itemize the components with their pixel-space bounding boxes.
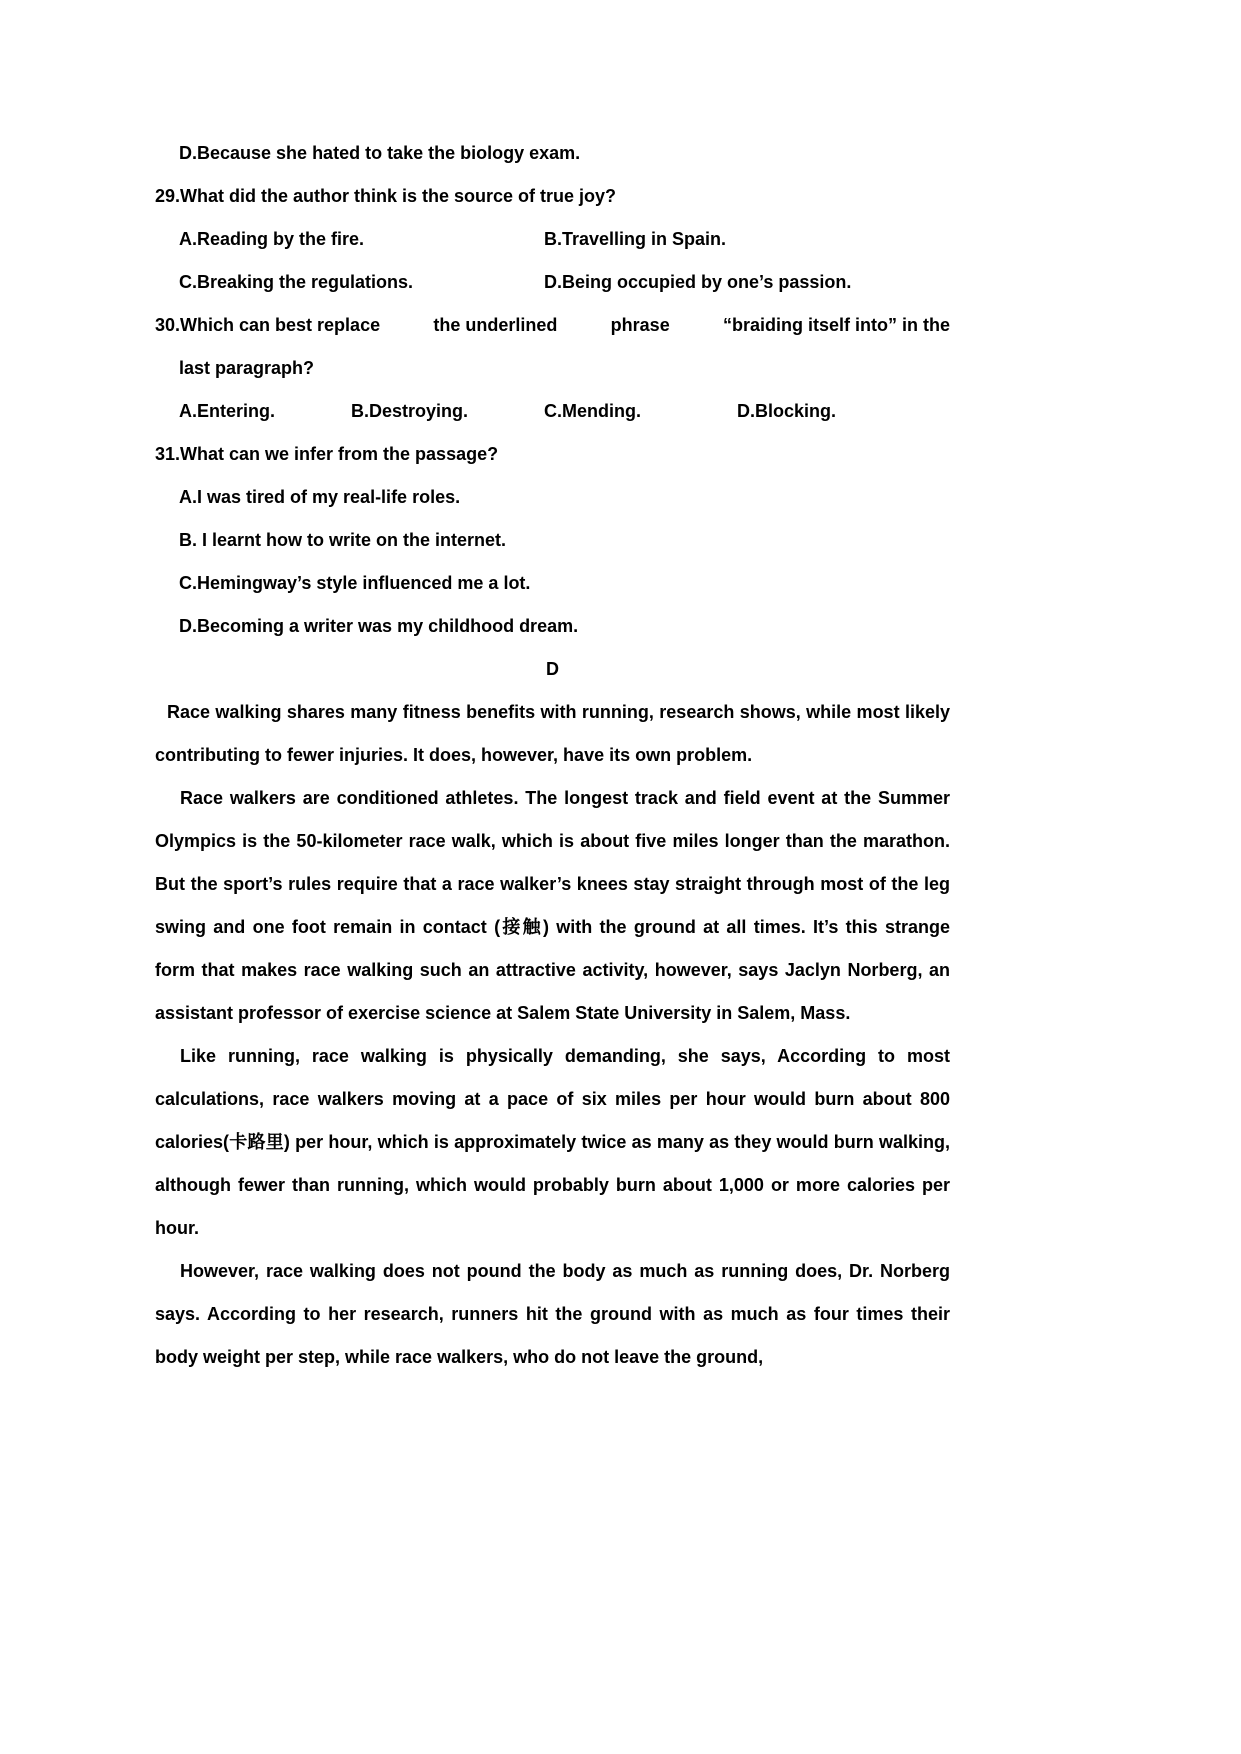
question-29-option-d: D.Being occupied by one’s passion.	[544, 272, 852, 292]
question-30-option-a: A.Entering.	[179, 401, 276, 421]
question-29-options-row-2	[155, 261, 950, 304]
question-30-option-d: D.Blocking.	[737, 401, 837, 421]
question-30-stem-segment-4: “braiding itself into” in the	[722, 315, 950, 335]
question-29-stem: 29.What did the author think is the source of true joy?	[155, 186, 617, 206]
question-30-option-c: C.Mending.	[544, 401, 641, 421]
question-31-option-b: B. I learnt how to write on the internet.	[179, 530, 507, 550]
passage-section-label: D	[546, 659, 559, 679]
question-31-option-d: D.Becoming a writer was my childhood dream.	[179, 616, 579, 636]
passage-paragraph-2: Race walkers are conditioned athletes. The longest track and field event at the Summer Olympics is the 50-kilometer race walk, which is about five miles longer than the marathon. But the sport’s rules require that a race walker’s knees stay straight through most of the leg swing and one foot remain in contact (接触) with the ground at all times. It’s this strange form that makes race walking such an attractive activity, however, says Jaclyn Norberg, an assistant professor of exercise science at Salem State University in Salem, Mass.	[155, 788, 950, 1023]
question-31-stem: 31.What can we infer from the passage?	[155, 444, 499, 464]
passage-paragraph-3: Like running, race walking is physically demanding, she says, According to most calculations, race walkers moving at a pace of six miles per hour would burn about 800 calories(卡路里) per hour, which is approximately twice as many as they would burn walking, although fewer than running, which would probably burn about 1,000 or more calories per hour.	[155, 1046, 950, 1238]
question-30-stem-segment-1: 30.Which can best replace	[155, 315, 381, 335]
question-30-stem-segment-3: phrase	[610, 315, 670, 335]
question-30-options-row	[155, 390, 950, 433]
question-30-stem-segment-2: the underlined	[433, 315, 558, 335]
passage-paragraph-1: Race walking shares many fitness benefits with running, research shows, while most likely contributing to fewer injuries. It does, however, have its own problem.	[155, 702, 950, 765]
question-31-option-a: A.I was tired of my real-life roles.	[179, 487, 461, 507]
question-29-option-b: B.Travelling in Spain.	[544, 229, 727, 249]
question-30-stem-line-1	[155, 304, 950, 347]
question-30-stem-line-2: last paragraph?	[179, 358, 315, 378]
question-29-option-c: C.Breaking the regulations.	[179, 272, 414, 292]
question-29-options-row-1	[155, 218, 950, 261]
question-31-option-c: C.Hemingway’s style influenced me a lot.	[179, 573, 531, 593]
passage-paragraph-4: However, race walking does not pound the body as much as running does, Dr. Norberg says. According to her research, runners hit the ground with as much as four times their body weight per step, while race walkers, who do not leave the ground,	[155, 1261, 950, 1367]
question-29-option-a: A.Reading by the fire.	[179, 229, 365, 249]
question-30-option-b: B.Destroying.	[351, 401, 469, 421]
prev-question-option-d: D.Because she hated to take the biology exam.	[179, 143, 581, 163]
